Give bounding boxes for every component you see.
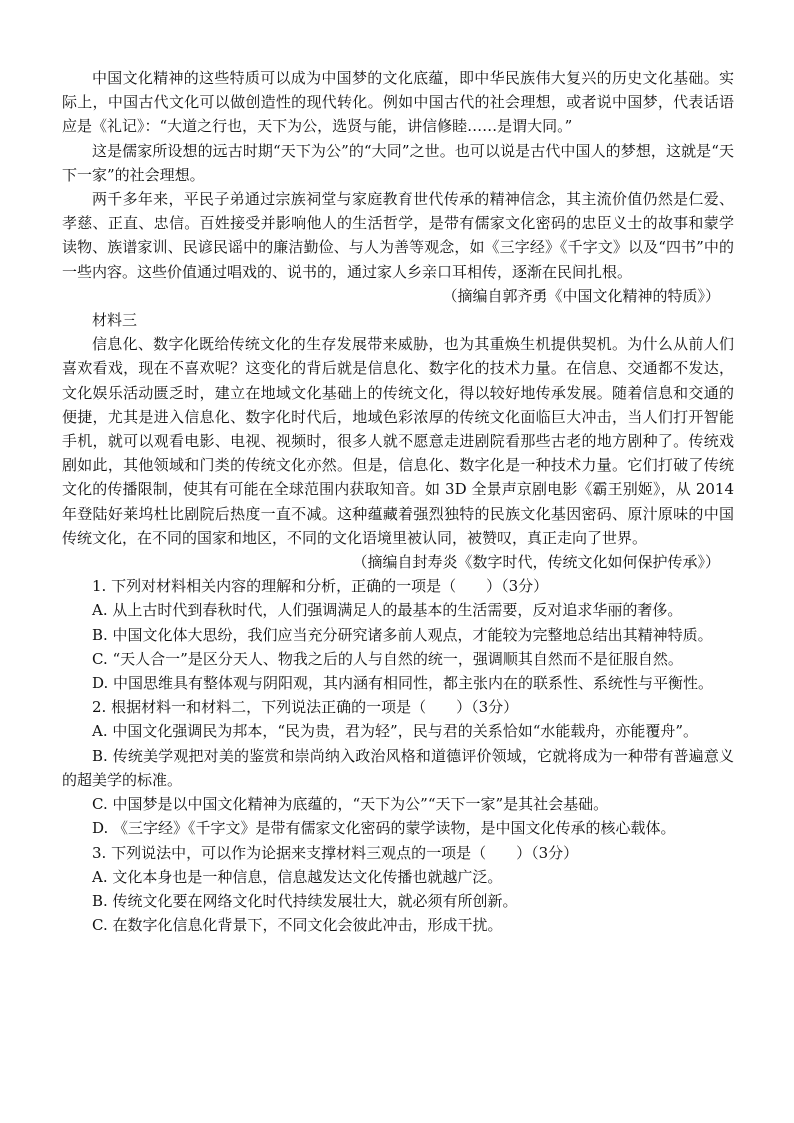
paragraph: 这是儒家所设想的远古时期“天下为公”的“大同”之世。也可以说是古代中国人的梦想，这就是“天下一家”的社会理想。 <box>62 141 734 184</box>
question-2 <box>62 695 734 840</box>
answer-option-a: A. 文化本身也是一种信息，信息越发达文化传播也就越广泛。 <box>92 867 503 886</box>
section-heading: 材料三 <box>92 311 138 330</box>
question-stem: 2. 根据材料一和材料二，下列说法正确的一项是（ ）（3分） <box>92 698 519 717</box>
paragraph: 信息化、数字化既给传统文化的生存发展带来威胁，也为其重焕生机提供契机。为什么从前人们喜欢看戏，现在不喜欢呢？这变化的背后就是信息化、数字化的技术力量。在信息、交通都不发达，文化娱乐活动匮乏时，建立在地域文化基础上的传统文化，得以较好地传承发展。随着信息和交通的便捷，尤其是进入信息化、数字化时代后，地域色彩浓厚的传统文化面临巨大冲击，当人们打开智能手机，就可以观看电影、电视、视频时，很多人就不愿意走进剧院看那些古老的地方剧种了。传统戏剧如此，其他领域和门类的传统文化亦然。但是，信息化、数字化是一种技术力量。它们打破了传统文化的传播限制，使其有可能在全球范围内获取知音。如 3D 全景声京剧电影《霸王别姬》，从 2014 年登陆好莱坞杜比剧院后热度一直不减。这种蕴藏着强烈独特的民族文化基因密码、原汁原味的中国传统文化，在不同的国家和地区，不同的文化语境里被认同，被赞叹，真正走向了世界。 <box>62 335 734 547</box>
answer-option-c: C. “天人合一”是区分天人、物我之后的人与自然的统一，强调顺其自然而不是征服自然。 <box>92 649 683 668</box>
answer-option-a: A. 从上古时代到春秋时代，人们强调满足人的最基本的生活需要，反对追求华丽的奢侈。 <box>92 601 683 620</box>
question-3 <box>62 841 734 938</box>
question-stem: 1. 下列对材料相关内容的理解和分析，正确的一项是（ ）（3分） <box>92 577 549 596</box>
material-three-section <box>62 308 734 574</box>
answer-option-b: B. 传统美学观把对美的鉴赏和崇尚纳入政治风格和道德评价领域，它就将成为一种带有普遍意义的超美学的标准。 <box>62 746 734 789</box>
answer-option-b: B. 中国文化体大思纷，我们应当充分研究诸多前人观点，才能较为完整地总结出其精神特质。 <box>92 625 713 644</box>
question-list <box>62 574 734 937</box>
answer-option-c: C. 中国梦是以中国文化精神为底蕴的，“天下为公”“天下一家”是其社会基础。 <box>92 795 609 814</box>
exam-page <box>62 66 734 937</box>
answer-option-b: B. 传统文化要在网络文化时代持续发展壮大，就必须有所创新。 <box>92 891 518 910</box>
answer-option-c: C. 在数字化信息化背景下，不同文化会彼此冲击，形成干扰。 <box>92 916 503 935</box>
answer-option-a: A. 中国文化强调民为邦本，“民为贵，君为轻”，民与君的关系恰如“水能载舟，亦能覆舟”。 <box>92 722 699 741</box>
source-citation: （摘编自郭齐勇《中国文化精神的特质》） <box>442 286 720 305</box>
question-1 <box>62 574 734 695</box>
paragraph: 中国文化精神的这些特质可以成为中国梦的文化底蕴，即中华民族伟大复兴的历史文化基础。实际上，中国古代文化可以做创造性的现代转化。例如中国古代的社会理想，或者说中国梦，代表话语应是《礼记》：“大道之行也，天下为公，选贤与能，讲信修睦……是谓大同。” <box>62 69 734 136</box>
question-stem: 3. 下列说法中，可以作为论据来支撑材料三观点的一项是（ ）（3分） <box>92 843 579 862</box>
paragraph: 两千多年来，平民子弟通过宗族祠堂与家庭教育世代传承的精神信念，其主流价值仍然是仁爱、孝慈、正直、忠信。百姓接受并影响他人的生活哲学，是带有儒家文化密码的忠臣义士的故事和蒙学读物、族谱家训、民谚民谣中的廉洁勤俭、与人为善等观念，如《三字经》《千字文》以及“四书”中的一些内容。这些价值通过唱戏的、说书的，通过家人乡亲口耳相传，逐渐在民间扎根。 <box>62 190 734 281</box>
answer-option-d: D. 中国思维具有整体观与阴阳观，其内涵有相同性，都主张内在的联系性、系统性与平衡性。 <box>92 674 714 693</box>
material-two-section <box>62 66 734 308</box>
answer-option-d: D. 《三字经》《千字文》是带有儒家文化密码的蒙学读物，是中国文化传承的核心载体。 <box>92 819 676 838</box>
source-citation: （摘编自封寿炎《数字时代，传统文化如何保护传承》） <box>352 553 720 572</box>
